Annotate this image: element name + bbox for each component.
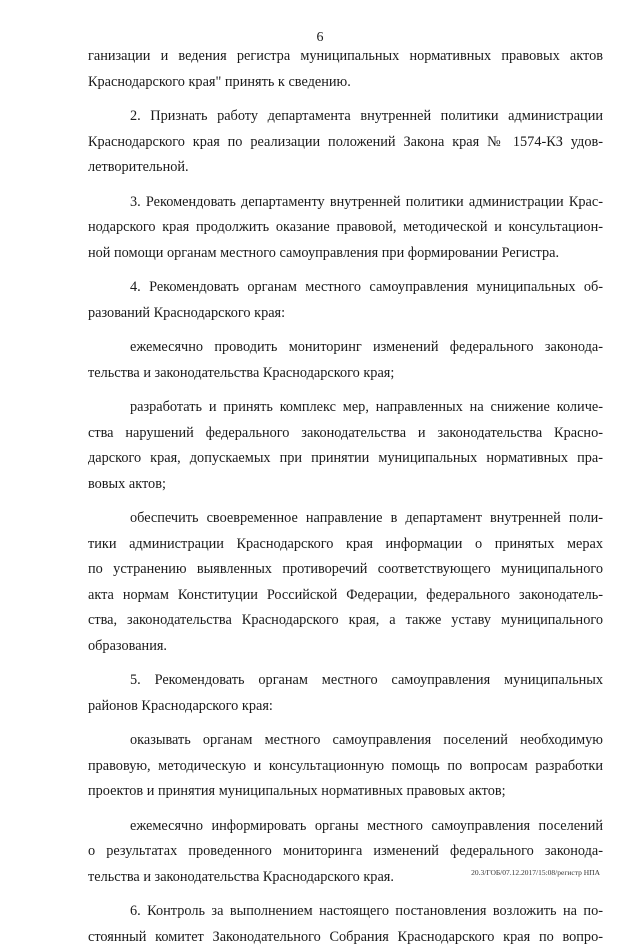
text-line: оказывать органам местного самоуправления поселений необходимую <box>88 728 603 754</box>
text-line: ганизации и ведения регистра муниципальных нормативных правовых актов <box>88 44 603 70</box>
paragraph <box>88 899 603 950</box>
paragraph <box>88 190 603 267</box>
text-line: нодарского края продолжить оказание правовой, методической и консультацион- <box>88 215 603 241</box>
text-line: обеспечить своевременное направление в департамент внутренней поли- <box>88 506 603 532</box>
text-line: 4. Рекомендовать органам местного самоуправления муниципальных об- <box>88 275 603 301</box>
text-line: ной помощи органам местного самоуправления при формировании Регистра. <box>88 241 603 267</box>
text-line: тельства и законодательства Краснодарского края. <box>88 865 603 891</box>
text-line: тики администрации Краснодарского края информации о принятых мерах <box>88 532 603 558</box>
paragraph <box>88 728 603 805</box>
text-line: 6. Контроль за выполнением настоящего постановления возложить на по- <box>88 899 603 925</box>
text-line: тельства и законодательства Краснодарского края; <box>88 361 603 387</box>
paragraph <box>88 104 603 181</box>
text-line: ства нарушений федерального законодательства и законодательства Красно- <box>88 421 603 447</box>
text-line: разований Краснодарского края: <box>88 301 603 327</box>
text-line: стоянный комитет Законодательного Собрания Краснодарского края по вопро- <box>88 925 603 950</box>
text-line: акта нормам Конституции Российской Федерации, федерального законодатель- <box>88 583 603 609</box>
paragraph <box>88 506 603 659</box>
paragraph <box>88 44 603 95</box>
text-line: ства, законодательства Краснодарского края, а также уставу муниципального <box>88 608 603 634</box>
text-line: 5. Рекомендовать органам местного самоуправления муниципальных <box>88 668 603 694</box>
text-line: ежемесячно проводить мониторинг изменений федерального законода- <box>88 335 603 361</box>
text-line: 3. Рекомендовать департаменту внутренней политики администрации Крас- <box>88 190 603 216</box>
text-line: Краснодарского края по реализации положений Закона края № 1574-КЗ удов- <box>88 130 603 156</box>
text-line: Краснодарского края" принять к сведению. <box>88 70 603 96</box>
text-line: дарского края, допускаемых при принятии муниципальных нормативных пра- <box>88 446 603 472</box>
paragraph <box>88 275 603 326</box>
text-line: о результатах проведенного мониторинга изменений федерального законода- <box>88 839 603 865</box>
text-line: ежемесячно информировать органы местного самоуправления поселений <box>88 814 603 840</box>
text-line: по устранению выявленных противоречий соответствующего муниципального <box>88 557 603 583</box>
text-line: летворительной. <box>88 155 603 181</box>
page-number: 6 <box>0 30 640 46</box>
text-line: районов Краснодарского края: <box>88 694 603 720</box>
text-line: образования. <box>88 634 603 660</box>
text-line: разработать и принять комплекс мер, направленных на снижение количе- <box>88 395 603 421</box>
text-line: правовую, методическую и консультационную помощь по вопросам разработки <box>88 754 603 780</box>
text-line: 2. Признать работу департамента внутренней политики администрации <box>88 104 603 130</box>
document-footer-code: 20.3/ГОБ/07.12.2017/15:08/регистр НПА <box>471 868 600 877</box>
text-line: проектов и принятия муниципальных нормативных правовых актов; <box>88 779 603 805</box>
paragraph <box>88 668 603 719</box>
text-line: вовых актов; <box>88 472 603 498</box>
paragraph <box>88 814 603 891</box>
document-body <box>88 44 603 950</box>
paragraph <box>88 395 603 497</box>
paragraph <box>88 335 603 386</box>
